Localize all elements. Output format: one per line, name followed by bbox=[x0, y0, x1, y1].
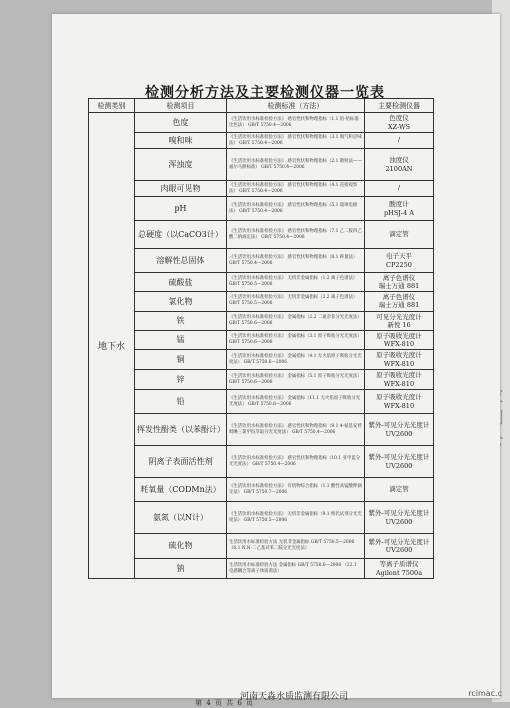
standard-cell: 《生活饮用水标准检验方法》 金属指标（11.1 无火焰原子吸收分光光度法） GB/T 5750.6—2006 bbox=[227, 390, 365, 414]
standard-cell: 《生活饮用水标准检验方法》 金属指标（2.2 二氮杂菲分光光度法） GB/T 5750.6—2006 bbox=[227, 311, 365, 330]
table-row bbox=[89, 478, 434, 502]
item-cell: 硫化物 bbox=[135, 534, 227, 559]
table-row bbox=[89, 292, 434, 311]
table-row bbox=[89, 149, 434, 181]
standard-cell: 《生活饮用水标准检验方法》 感官性状和物理指标（8.1 称量法） GB/T 5750.4—2006 bbox=[227, 249, 365, 273]
item-cell: 铅 bbox=[135, 390, 227, 414]
standard-cell: 《生活饮用水标准检验方法》 感官性状和物理指标（1.1 铂-钴标准比色法） GB/T 5750.4—2006 bbox=[227, 113, 365, 133]
standard-cell: 《生活饮用水标准检验方法》 感官性状和物理指标（9.1 4-氨基安替吡啉三氯甲烷萃取分光光度法） GB/T 5750.4—2006 bbox=[227, 414, 365, 446]
table-row bbox=[89, 502, 434, 534]
table-row bbox=[89, 181, 434, 197]
item-cell: 硫酸盐 bbox=[135, 273, 227, 292]
item-cell: 浑浊度 bbox=[135, 149, 227, 181]
instrument-cell: 紫外-可见分光光度计 UV2600 bbox=[365, 446, 434, 478]
item-cell: 铁 bbox=[135, 311, 227, 330]
table-row bbox=[89, 559, 434, 579]
instrument-cell: 等离子质谱仪 Agilent 7500a bbox=[365, 559, 434, 579]
item-cell: 锌 bbox=[135, 370, 227, 390]
header-item: 检测项目 bbox=[135, 99, 227, 113]
instrument-cell: 原子吸收光度计 WFX-810 bbox=[365, 370, 434, 390]
item-cell: 锰 bbox=[135, 330, 227, 349]
standard-cell: 《生活饮用水标准检验方法》 金属指标（4.1 无火焰原子吸收分光光度法） GB/T 5750.6—2006 bbox=[227, 350, 365, 370]
instrument-cell: 酸度计 pHSJ-4 A bbox=[365, 197, 434, 221]
standard-cell: 《生活饮用水标准检验方法》 金属指标（5.1 原子吸收分光光度法） GB/T 5750.6—2006 bbox=[227, 370, 365, 390]
table-row bbox=[89, 221, 434, 249]
item-cell: 氯化物 bbox=[135, 292, 227, 311]
standard-cell: 《生活饮用水标准检验方法》 金属指标（3.1 原子吸收分光光度法） GB/T 5750.6—2006 bbox=[227, 330, 365, 349]
header-category: 检测类别 bbox=[89, 99, 135, 113]
instrument-cell: 离子色谱仪 瑞士万通 881 bbox=[365, 292, 434, 311]
instrument-cell: 紫外-可见分光光度计 UV2600 bbox=[365, 502, 434, 534]
table-row bbox=[89, 414, 434, 446]
header-standard: 检测标准（方法） bbox=[227, 99, 365, 113]
instrument-cell: 原子吸收光度计 WFX-810 bbox=[365, 350, 434, 370]
page-number: 第 4 页 共 6 页 bbox=[195, 699, 255, 707]
item-cell: 氨氮（以N计） bbox=[135, 502, 227, 534]
table-row bbox=[89, 390, 434, 414]
instrument-cell: 可见分光光度计 新悦 16 bbox=[365, 311, 434, 330]
page-title: 检测分析方法及主要检测仪器一览表 bbox=[145, 85, 385, 101]
table-row bbox=[89, 273, 434, 292]
standard-cell: 《生活饮用水标准检验方法》 无机非金属指标（2.2 离子色谱法） GB/T 5750.5—2006 bbox=[227, 292, 365, 311]
instrument-cell: 原子吸收光度计 WFX-810 bbox=[365, 390, 434, 414]
item-cell: 肉眼可见物 bbox=[135, 181, 227, 197]
standard-cell: 生活饮用水标准检验方法 金属指标 GB/T 5750.6—2006 （22.1 电感耦合等离子体质谱法） bbox=[227, 559, 365, 579]
standard-cell: 《生活饮用水标准检验方法》 感官性状和物理指标（7.1 乙二胺四乙酸二钠滴定法） GB/T 5750.4—2006 bbox=[227, 221, 365, 249]
standard-cell: 《生活饮用水标准检验方法》 感官性状和物理指标（3.1 嗅气和尝味法） GB/T 5750.4—2006 bbox=[227, 133, 365, 149]
standard-cell: 生活饮用水标准检验方法 无机非金属指标 GB/T 5750.5—2006 （6.1 N,N-二乙基对苯二胺分光光度法） bbox=[227, 534, 365, 559]
instrument-cell: 电子天平 CP2250 bbox=[365, 249, 434, 273]
standard-cell: 《生活饮用水标准检验方法》 感官性状和物理指标（2.1 散射法——福尔马肼标准） GB/T 5750.4—2006 bbox=[227, 149, 365, 181]
item-cell: 嗅和味 bbox=[135, 133, 227, 149]
standard-cell: 《生活饮用水标准检验方法》 感官性状和物理指标（4.1 直接观察法） GB/T 5750.4—2006 bbox=[227, 181, 365, 197]
item-cell: 挥发性酚类（以苯酚计） bbox=[135, 414, 227, 446]
item-cell: 溶解性总固体 bbox=[135, 249, 227, 273]
table-row bbox=[89, 534, 434, 559]
instrument-cell: 原子吸收光度计 WFX-810 bbox=[365, 330, 434, 349]
item-cell: 总硬度（以CaCO3计） bbox=[135, 221, 227, 249]
organization-name: 河南天淼水质监测有限公司 bbox=[240, 692, 349, 702]
corner-watermark: rcimac.c bbox=[468, 689, 502, 698]
instrument-cell: 离子色谱仪 瑞士万通 881 bbox=[365, 273, 434, 292]
standard-cell: 《生活饮用水标准检验方法》 无机非金属指标（9.1 纳氏试剂分光光度法） GB/T 5750.5—2006 bbox=[227, 502, 365, 534]
standard-cell: 《生活饮用水标准检验方法》 无机非金属指标（1.2 离子色谱法） GB/T 5750.5—2006 bbox=[227, 273, 365, 292]
instrument-table bbox=[88, 98, 434, 579]
item-cell: 耗氧量（CODMn法） bbox=[135, 478, 227, 502]
instrument-cell: / bbox=[365, 133, 434, 149]
item-cell: 铜 bbox=[135, 350, 227, 370]
table-row bbox=[89, 446, 434, 478]
instrument-cell: 紫外-可见分光光度计 UV2600 bbox=[365, 414, 434, 446]
table-row bbox=[89, 249, 434, 273]
table-row bbox=[89, 133, 434, 149]
category-cell: 地下水 bbox=[89, 113, 135, 579]
item-cell: 钠 bbox=[135, 559, 227, 579]
instrument-cell: 色度仪 XZ-WS bbox=[365, 113, 434, 133]
item-cell: pH bbox=[135, 197, 227, 221]
instrument-cell: 滴定管 bbox=[365, 221, 434, 249]
table-row bbox=[89, 330, 434, 349]
instrument-cell: 紫外-可见分光光度计 UV2600 bbox=[365, 534, 434, 559]
table-row bbox=[89, 311, 434, 330]
table-header-row bbox=[89, 99, 434, 113]
standard-cell: 《生活饮用水标准检验方法》 有机物综合指标（1.1 酸性高锰酸钾滴定法） GB/T 5750.7—2006 bbox=[227, 478, 365, 502]
header-instrument: 主要检测仪器 bbox=[365, 99, 434, 113]
item-cell: 色度 bbox=[135, 113, 227, 133]
table-row bbox=[89, 350, 434, 370]
standard-cell: 《生活饮用水标准检验方法》 感官性状和物理指标（5.1 玻璃电极法） GB/T 5750.4—2006 bbox=[227, 197, 365, 221]
table-row bbox=[89, 197, 434, 221]
instrument-cell: 滴定管 bbox=[365, 478, 434, 502]
table-row bbox=[89, 113, 434, 133]
table-row bbox=[89, 370, 434, 390]
standard-cell: 《生活饮用水标准检验方法》 感官性状和物理指标（10.1 亚甲蓝分光光度法） GB/T 5750.4—2006 bbox=[227, 446, 365, 478]
item-cell: 阴离子表面活性剂 bbox=[135, 446, 227, 478]
instrument-cell: 浊度仪 2100AN bbox=[365, 149, 434, 181]
instrument-cell: / bbox=[365, 181, 434, 197]
